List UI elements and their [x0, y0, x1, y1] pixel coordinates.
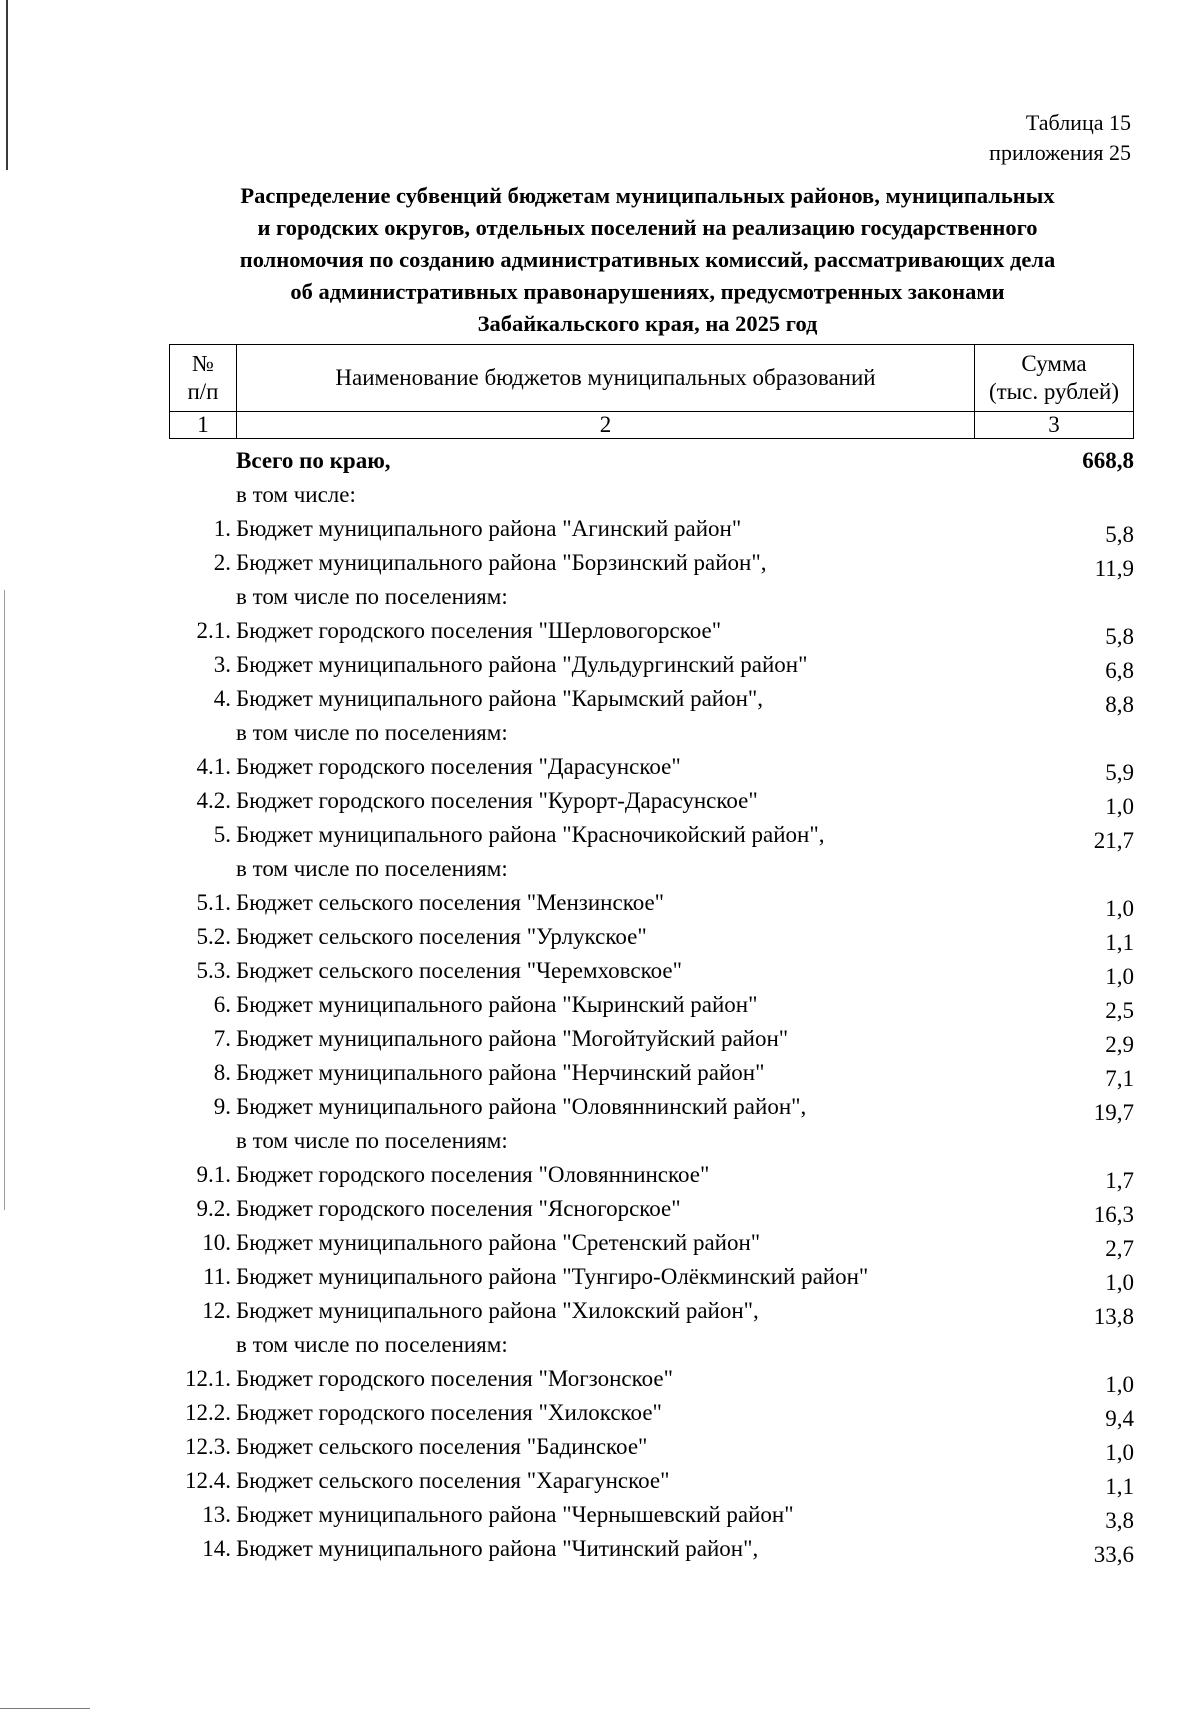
row-number: 12.3.: [185, 1434, 231, 1459]
row-value: 1,0: [1105, 1270, 1134, 1295]
row-value: 1,0: [1105, 1440, 1134, 1465]
table-row: [169, 1532, 1134, 1566]
row-name: в том числе по поселениям:: [236, 1332, 508, 1357]
row-value: 19,7: [1093, 1100, 1134, 1125]
row-name: в том числе:: [236, 482, 356, 507]
row-name: Бюджет городского поселения "Хилокское": [236, 1400, 662, 1425]
row-name: Бюджет муниципального района "Сретенский район": [236, 1230, 761, 1255]
row-value: 5,8: [1105, 624, 1134, 649]
table-row: [169, 1192, 1134, 1226]
table-row: [169, 1430, 1134, 1464]
row-number: 13.: [202, 1502, 231, 1527]
row-name: Бюджет муниципального района "Нерчинский район": [236, 1060, 765, 1085]
row-name: Бюджет сельского поселения "Мензинское": [236, 890, 665, 915]
table-row: [169, 750, 1134, 784]
row-value: 3,8: [1105, 1508, 1134, 1533]
row-name: Всего по краю,: [236, 448, 391, 473]
scan-edge-line: [0, 1708, 90, 1709]
table-row: [169, 546, 1134, 580]
row-value: 1,0: [1105, 964, 1134, 989]
row-value: 2,9: [1105, 1032, 1134, 1057]
table-reference: [989, 108, 1131, 168]
row-number: 3.: [213, 652, 231, 677]
row-name: Бюджет муниципального района "Оловяннинский район",: [236, 1094, 807, 1119]
table-row: [169, 886, 1134, 920]
row-value: 16,3: [1093, 1202, 1134, 1227]
table-row: [169, 784, 1134, 818]
table-row: [169, 1498, 1134, 1532]
row-name: в том числе по поселениям:: [236, 584, 508, 609]
title-line: полномочия по созданию административных комиссий, рассматривающих дела: [239, 247, 1056, 272]
row-number: 5.2.: [196, 924, 231, 949]
table-label: Таблица 15: [1025, 110, 1131, 135]
row-value: 6,8: [1105, 658, 1134, 683]
table-row: [169, 1226, 1134, 1260]
row-value: 33,6: [1093, 1542, 1134, 1567]
row-name: Бюджет муниципального района "Читинский район",: [236, 1536, 759, 1561]
row-number: 4.: [213, 686, 231, 711]
column-index-3: 3: [975, 412, 1134, 439]
title-line: и городских округов, отдельных поселений на реализацию государственного: [257, 215, 1038, 240]
table-row: [169, 1328, 1134, 1362]
row-number: 10.: [202, 1230, 231, 1255]
table-body: [169, 444, 1134, 1566]
row-value: 1,0: [1105, 1372, 1134, 1397]
row-number: 4.1.: [196, 754, 231, 779]
row-name: Бюджет муниципального района "Тунгиро-Олёкминский район": [236, 1264, 869, 1289]
table-row: [169, 818, 1134, 852]
document-title: [160, 180, 1135, 340]
column-header-sum: Сумма (тыс. рублей): [975, 345, 1134, 412]
table-row: [169, 1056, 1134, 1090]
row-name: Бюджет городского поселения "Шерловогорское": [236, 618, 722, 643]
row-name: Бюджет сельского поселения "Урлукское": [236, 924, 647, 949]
table-row: [169, 1124, 1134, 1158]
row-number: 9.1.: [196, 1162, 231, 1187]
table-row: [169, 580, 1134, 614]
row-number: 11.: [203, 1264, 231, 1289]
scan-edge-line: [6, 0, 8, 170]
row-name: Бюджет сельского поселения "Харагунское": [236, 1468, 670, 1493]
row-number: 2.1.: [196, 618, 231, 643]
row-name: Бюджет муниципального района "Чернышевский район": [236, 1502, 794, 1527]
row-number: 14.: [202, 1536, 231, 1561]
row-name: Бюджет городского поселения "Дарасунское": [236, 754, 681, 779]
row-name: Бюджет сельского поселения "Бадинское": [236, 1434, 648, 1459]
row-value: 2,7: [1105, 1236, 1134, 1261]
row-name: Бюджет муниципального района "Дульдургинский район": [236, 652, 808, 677]
row-number: 5.1.: [196, 890, 231, 915]
row-name: Бюджет муниципального района "Кыринский район": [236, 992, 758, 1017]
row-name: в том числе по поселениям:: [236, 1128, 508, 1153]
table-row: [169, 1362, 1134, 1396]
row-name: Бюджет городского поселения "Ясногорское": [236, 1196, 681, 1221]
row-value: 5,8: [1105, 522, 1134, 547]
row-number: 4.2.: [196, 788, 231, 813]
row-name: в том числе по поселениям:: [236, 720, 508, 745]
table-row: [169, 1396, 1134, 1430]
row-name: Бюджет муниципального района "Агинский район": [236, 516, 742, 541]
row-name: Бюджет городского поселения "Курорт-Дарасунское": [236, 788, 758, 813]
column-header-name: Наименование бюджетов муниципальных образований: [237, 345, 975, 412]
row-name: в том числе по поселениям:: [236, 856, 508, 881]
appendix-label: приложения 25: [989, 140, 1131, 165]
row-number: 12.: [202, 1298, 231, 1323]
row-value: 668,8: [1082, 448, 1134, 473]
table-row: [169, 1260, 1134, 1294]
table-row: [169, 716, 1134, 750]
table-row: [169, 682, 1134, 716]
row-name: Бюджет муниципального района "Хилокский район",: [236, 1298, 759, 1323]
row-name: Бюджет муниципального района "Могойтуйский район": [236, 1026, 789, 1051]
table-row: [169, 920, 1134, 954]
title-line: Забайкальского края, на 2025 год: [477, 311, 818, 336]
row-number: 5.3.: [196, 958, 231, 983]
row-value: 11,9: [1094, 556, 1134, 581]
table-row: [169, 648, 1134, 682]
row-number: 9.2.: [196, 1196, 231, 1221]
title-line: об административных правонарушениях, предусмотренных законами: [290, 279, 1005, 304]
column-index-2: 2: [237, 412, 975, 439]
row-value: 1,1: [1105, 1474, 1134, 1499]
column-header-number: № п/п: [170, 345, 237, 412]
row-value: 9,4: [1105, 1406, 1134, 1431]
row-number: 1.: [213, 516, 231, 541]
row-value: 21,7: [1093, 828, 1134, 853]
table-row: [169, 852, 1134, 886]
row-name: Бюджет муниципального района "Красночикойский район",: [236, 822, 825, 847]
title-line: Распределение субвенций бюджетам муниципальных районов, муниципальных: [240, 183, 1055, 208]
row-name: Бюджет городского поселения "Могзонское": [236, 1366, 674, 1391]
table-row: [169, 444, 1134, 478]
row-value: 8,8: [1105, 692, 1134, 717]
row-number: 7.: [213, 1026, 231, 1051]
table-row: [169, 1294, 1134, 1328]
row-number: 8.: [213, 1060, 231, 1085]
row-name: Бюджет муниципального района "Карымский район",: [236, 686, 764, 711]
table-row: [169, 614, 1134, 648]
table-row: [169, 1022, 1134, 1056]
row-number: 2.: [213, 550, 231, 575]
row-number: 5.: [213, 822, 231, 847]
row-number: 6.: [213, 992, 231, 1017]
row-value: 1,7: [1105, 1168, 1134, 1193]
row-name: Бюджет городского поселения "Оловяннинское": [236, 1162, 710, 1187]
row-value: 7,1: [1105, 1066, 1134, 1091]
table-row: [169, 954, 1134, 988]
table-row: [169, 478, 1134, 512]
row-value: 13,8: [1093, 1304, 1134, 1329]
table-header: [169, 344, 1134, 439]
row-name: Бюджет муниципального района "Борзинский район",: [236, 550, 767, 575]
table-row: [169, 1158, 1134, 1192]
row-number: 12.4.: [185, 1468, 231, 1493]
scan-edge-line: [4, 590, 5, 1210]
row-number: 9.: [213, 1094, 231, 1119]
row-value: 1,0: [1105, 794, 1134, 819]
table-row: [169, 1464, 1134, 1498]
column-index-1: 1: [170, 412, 237, 439]
row-value: 2,5: [1105, 998, 1134, 1023]
row-value: 1,1: [1105, 930, 1134, 955]
table-row: [169, 988, 1134, 1022]
row-number: 12.2.: [185, 1400, 231, 1425]
row-value: 5,9: [1105, 760, 1134, 785]
row-number: 12.1.: [185, 1366, 231, 1391]
table-row: [169, 1090, 1134, 1124]
row-value: 1,0: [1105, 896, 1134, 921]
table-row: [169, 512, 1134, 546]
row-name: Бюджет сельского поселения "Черемховское": [236, 958, 682, 983]
